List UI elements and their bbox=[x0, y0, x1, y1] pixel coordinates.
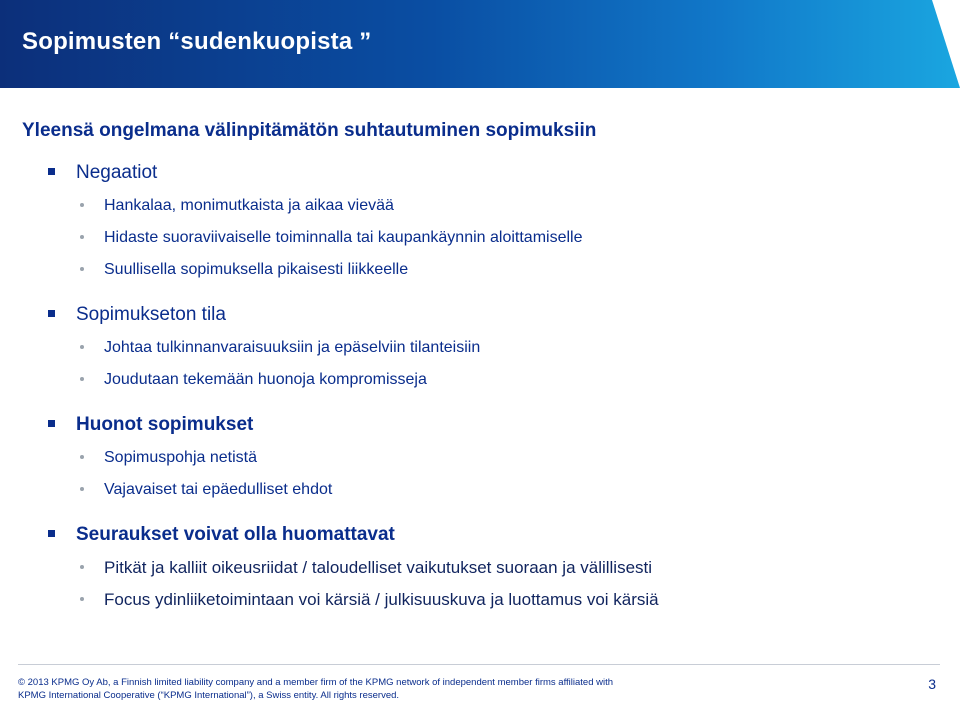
list-item-text: Suullisella sopimuksella pikaisesti liikkeelle bbox=[104, 261, 409, 278]
section-sopimukseton-tila bbox=[0, 302, 960, 398]
section-title: Negaatiot bbox=[76, 162, 158, 183]
slide-title: Sopimusten “sudenkuopista ” bbox=[22, 28, 372, 55]
copyright-line-1: © 2013 KPMG Oy Ab, a Finnish limited liability company and a member firm of the KPMG network of independent member firms affiliated with bbox=[18, 677, 614, 688]
section-negaatiot bbox=[0, 160, 960, 288]
copyright-footer bbox=[18, 676, 658, 702]
dot-bullet-icon bbox=[80, 597, 84, 601]
dot-bullet-icon bbox=[80, 203, 84, 207]
section-title: Huonot sopimukset bbox=[76, 414, 254, 435]
list-item bbox=[0, 476, 960, 508]
list-item-text: Hankalaa, monimutkaista ja aikaa vievää bbox=[104, 197, 394, 214]
section-heading bbox=[0, 522, 960, 548]
list-item bbox=[0, 586, 960, 618]
section-heading bbox=[0, 412, 960, 438]
section-heading bbox=[0, 302, 960, 328]
header-corner-cut bbox=[932, 0, 960, 88]
section-title: Seuraukset voivat olla huomattavat bbox=[76, 524, 395, 545]
section-huonot-sopimukset bbox=[0, 412, 960, 508]
section-title: Sopimukseton tila bbox=[76, 304, 226, 325]
list-item-text: Pitkät ja kalliit oikeusriidat / taloudelliset vaikutukset suoraan ja välillisesti bbox=[104, 558, 653, 577]
slide-header bbox=[0, 0, 960, 88]
dot-bullet-icon bbox=[80, 345, 84, 349]
dot-bullet-icon bbox=[80, 377, 84, 381]
section-heading bbox=[0, 160, 960, 186]
bullet-content bbox=[0, 160, 960, 632]
list-item-text: Sopimuspohja netistä bbox=[104, 449, 257, 466]
list-item-text: Joudutaan tekemään huonoja kompromisseja bbox=[104, 371, 427, 388]
list-item-text: Hidaste suoraviivaiselle toiminnalla tai kaupankäynnin aloittamiselle bbox=[104, 229, 583, 246]
list-item bbox=[0, 224, 960, 256]
square-bullet-icon bbox=[48, 420, 55, 427]
list-item-text: Vajavaiset tai epäedulliset ehdot bbox=[104, 481, 333, 498]
page-number: 3 bbox=[928, 676, 936, 692]
list-item-text: Focus ydinliiketoimintaan voi kärsiä / julkisuuskuva ja luottamus voi kärsiä bbox=[104, 590, 659, 609]
dot-bullet-icon bbox=[80, 267, 84, 271]
list-item bbox=[0, 444, 960, 476]
dot-bullet-icon bbox=[80, 235, 84, 239]
list-item bbox=[0, 256, 960, 288]
slide-subtitle: Yleensä ongelmana välinpitämätön suhtautuminen sopimuksiin bbox=[22, 120, 597, 141]
dot-bullet-icon bbox=[80, 487, 84, 491]
list-item bbox=[0, 334, 960, 366]
list-item bbox=[0, 366, 960, 398]
square-bullet-icon bbox=[48, 310, 55, 317]
copyright-line-2: KPMG International Cooperative (“KPMG International”), a Swiss entity. All rights reserved. bbox=[18, 690, 400, 701]
list-item-text: Johtaa tulkinnanvaraisuuksiin ja epäselviin tilanteisiin bbox=[104, 339, 481, 356]
square-bullet-icon bbox=[48, 530, 55, 537]
list-item bbox=[0, 192, 960, 224]
square-bullet-icon bbox=[48, 168, 55, 175]
section-seuraukset bbox=[0, 522, 960, 618]
dot-bullet-icon bbox=[80, 565, 84, 569]
footer-divider bbox=[18, 664, 940, 665]
dot-bullet-icon bbox=[80, 455, 84, 459]
list-item bbox=[0, 554, 960, 586]
